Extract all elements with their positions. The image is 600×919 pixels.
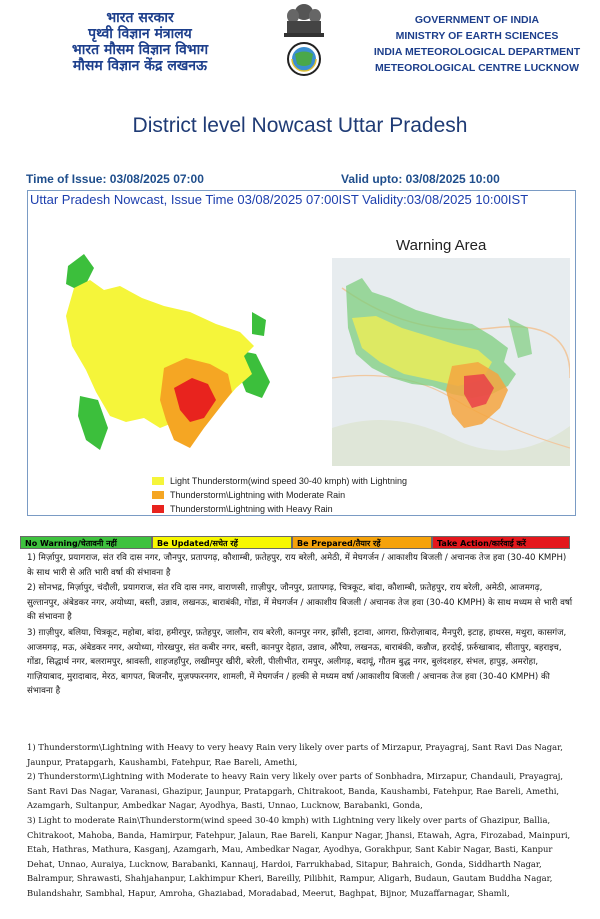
english-line-1: GOVERNMENT OF INDIA [414,14,540,26]
english-warnings [27,740,575,901]
time-of-issue: Time of Issue: 03/08/2025 07:00 [26,172,204,186]
english-line-2: MINISTRY OF EARTH SCIENCES [395,30,559,42]
legend-item-heavy [152,502,442,515]
nowcast-map [56,250,278,456]
warning-color-bar [20,536,570,549]
color-bar-be-updated: Be Updated/सचेत रहें [152,536,292,549]
hindi-line-1: भारत सरकार [106,10,174,26]
legend-swatch-yellow [152,477,164,485]
hindi-line-2: पृथ्वी विज्ञान मंत्रालय [88,26,192,42]
hindi-line-3: भारत मौसम विज्ञान विभाग [71,42,209,58]
hindi-warning-3: 3) ग़ाज़ीपुर, बलिया, चित्रकूट, महोबा, बांदा, हमीरपुर, फ़तेहपुर, जालौन, राय बरेली, कानपुर नगर, झाँसी, इटावा, आगरा, फ़िरोज़ाबाद, मैनपुरी, इटाह, हाथरस, मथुरा, कासगंज, आजमगढ़, मऊ, अंबेडकर नगर, अयोध्या, गोरखपुर, संत कबीर नगर, बस्ती, कानपुर देहात, उन्नाव, औरैया, लखनऊ, बाराबंकी, कन्नौज, हरदोई, फ़र्रुखाबाद, सीतापुर, बहराइच, गोंडा, सिद्धार्थ नगर, बलरामपुर, श्रावस्ती, शाहजहाँपुर, लखीमपुर खीरी, बरेली, पीलीभीत, रामपुर, अलीगढ़, बदायूं, गौतम बुद्ध नगर, बुलंदशहर, संभल, हापुड़, अमरोहा, गाज़ियाबाद, मुरादाबाद, मेरठ, बागपत, बिजनौर, मुज़फ्फरनगर, शामली, में मेघगर्जन / हल्की से मध्यम वर्षा /आकाशीय बिजली / अचानक तेज हवा (30-40 KMPH) की संभावना है [27,627,567,697]
warning-area-label: Warning Area [396,237,487,254]
english-warning-3: 3) Light to moderate Rain\Thunderstorm(wind speed 30-40 kmph) with Lightning very likely over parts of Ghazipur, Ballia, Chitrakoot, Mahoba, Banda, Hamirpur, Fatehpur, Jalaun, Rae Bareli, Kanpur Nagar, Jhansi, Etawah, Agra, Firozabad, Mainpuri, Etah, Hathras, Mathura, Kasganj, Azamgarh, Mau, Ambedkar Nagar, Ayodhya, Gorakhpur, Sant Kabir Nagar, Basti, Kanpur Dehat, Unnao, Auraiya, Lucknow, Barabanki, Kannauj, Hardoi, Farrukhabad, Sitapur, Bahraich, Gonda, Siddharth Nagar, Balrampur, Shrawasti, Shahjahanpur, Lakhimpur Kheri, Bareilly, Pilibhit, Rampur, Aligarh, Budaun, Gautam Buddha Nagar, Bulandshahr, Sambhal, Hapur, Amroha, Ghaziabad, Moradabad, Meerut, Baghpat, Bijnor, Muzaffarnagar, Shamli, [27,814,571,898]
hindi-line-4: मौसम विज्ञान केंद्र लखनऊ [72,58,208,74]
color-bar-be-prepared: Be Prepared/तैयार रहें [292,536,432,549]
hindi-warning-2: 2) सोनभद्र, मिर्ज़ापुर, चंदौली, प्रयागराज, संत रवि दास नगर, वाराणसी, ग़ाज़ीपुर, जौनपुर, प्रतापगढ़, चित्रकूट, बांदा, कौशाम्बी, फ़तेहपुर, राय बरेली, अमेठी, आजमगढ़, सुल्तानपुर, अंबेडकर नगर, अयोध्या, बस्ती, उन्नाव, लखनऊ, बाराबंकी, गोंडा, में मेघगर्जन / आकाशीय बिजली / अचानक तेज हवा (30-40 KMPH) के साथ मध्यम से भारी वर्षा की संभावना है [27,583,573,623]
legend-label: Thunderstorm\Lightning with Moderate Rain [170,489,346,500]
hindi-warnings [27,551,575,700]
map-region-green [252,312,266,336]
english-line-4: METEOROLOGICAL CENTRE LUCKNOW [375,62,579,74]
page-title: District level Nowcast Uttar Pradesh [132,114,468,137]
legend-swatch-orange [152,491,164,499]
english-header [352,12,600,76]
warning-area-map [332,258,570,466]
map-legend [152,474,442,517]
hindi-warning-1: 1) मिर्ज़ापुर, प्रयागराज, संत रवि दास नगर, जौनपुर, प्रतापगढ़, कौशाम्बी, फ़तेहपुर, राय बरेली, अमेठी, में मेघगर्जन / आकाशीय बिजली / अचानक तेज हवा (30-40 KMPH) के साथ भारी से अति भारी वर्षा की संभावना है [27,553,567,578]
english-warning-1: 1) Thunderstorm\Lightning with Heavy to very heavy Rain very likely over parts of Mirzapur, Prayagraj, Sant Ravi Das Nagar, Jaunpur, Pratapgarh, Kaushambi, Fatehpur, Rae Bareli, Amethi, [27,742,563,767]
valid-upto: Valid upto: 03/08/2025 10:00 [341,172,500,186]
color-bar-no-warning: No Warning/चेतावनी नहीं [20,536,152,549]
legend-item-moderate [152,488,442,501]
legend-label: Thunderstorm\Lightning with Heavy Rain [170,503,333,514]
color-bar-take-action: Take Action/कार्रवाई करें [432,536,570,549]
legend-swatch-red [152,505,164,513]
english-line-3: INDIA METEOROLOGICAL DEPARTMENT [373,46,581,58]
english-warning-2: 2) Thunderstorm\Lightning with Moderate to heavy Rain very likely over parts of Sonbhadra, Mirzapur, Chandauli, Prayagraj, Sant Ravi Das Nagar, Varanasi, Ghazipur, Jaunpur, Pratapgarh, Chitrakoot, Banda, Kaushambi, Fatehpur, Rae Bareli, Amethi, Azamgarh, Sultanpur, Ambedkar Nagar, Ayodhya, Basti, Unnao, Lucknow, Barabanki, Gonda, [27,771,564,811]
national-emblem-icon [271,2,337,82]
legend-item-light [152,474,442,487]
nowcast-heading: Uttar Pradesh Nowcast, Issue Time 03/08/2025 07:00IST Validity:03/08/2025 10:00IST [30,192,529,207]
legend-label: Light Thunderstorm(wind speed 30-40 kmph) with Lightning [170,475,407,486]
hindi-header [40,10,240,74]
